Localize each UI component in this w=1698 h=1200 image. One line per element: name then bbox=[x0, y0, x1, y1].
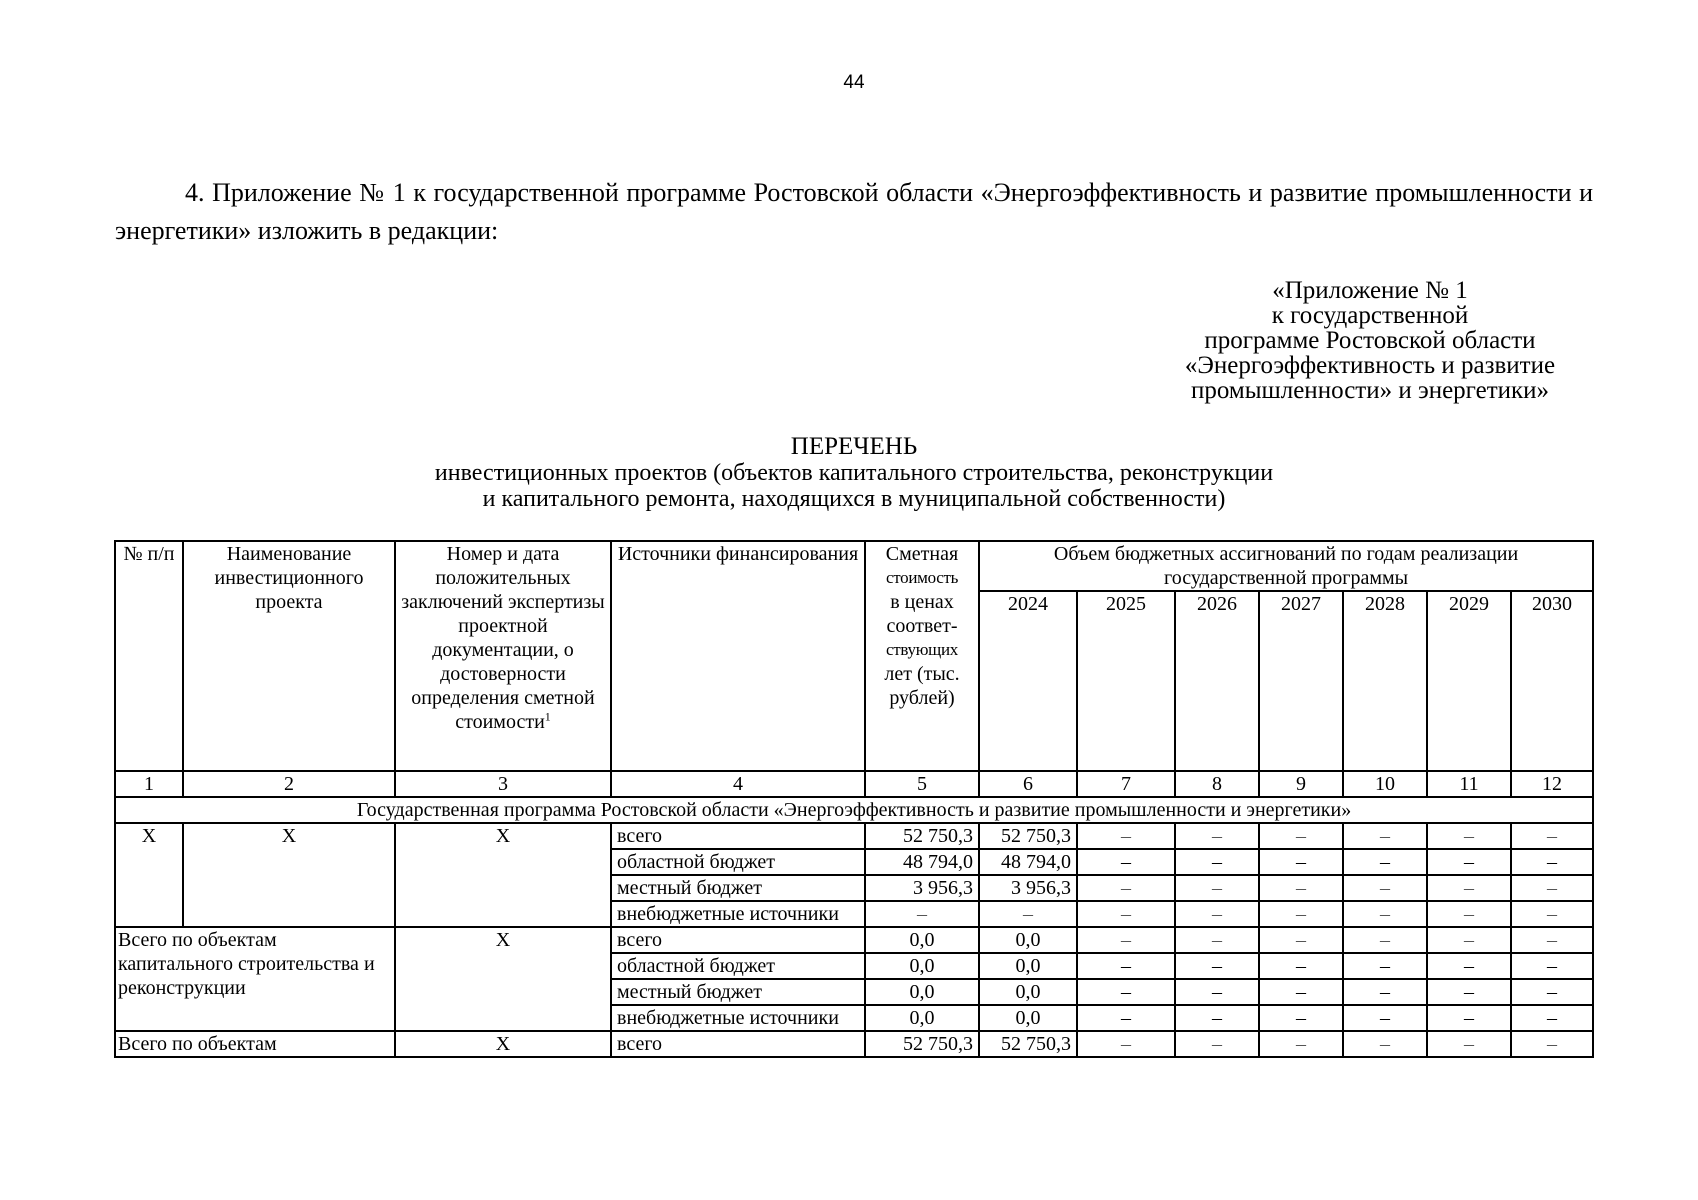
cell-dash: – bbox=[1175, 849, 1259, 875]
table-row bbox=[115, 1031, 1593, 1057]
investment-projects-table bbox=[114, 540, 1594, 1058]
cell-source: областной бюджет bbox=[611, 849, 865, 875]
footnote-mark: 1 bbox=[544, 709, 551, 724]
header-cost-line: стоимость bbox=[885, 568, 959, 587]
cell-dash: – bbox=[1175, 901, 1259, 927]
header-year: 2025 bbox=[1077, 591, 1175, 771]
cell-dash: – bbox=[1511, 875, 1593, 901]
appendix-reference bbox=[1130, 278, 1610, 403]
cell-dash: – bbox=[1343, 849, 1427, 875]
list-subtitle-line: и капитального ремонта, находящихся в муниципальной собственности) bbox=[482, 486, 1226, 512]
cell-source: внебюджетные источники bbox=[611, 1005, 865, 1031]
header-cost-line: Сметная bbox=[885, 543, 959, 565]
cell-dash: – bbox=[1077, 1005, 1175, 1031]
cell-dash: – bbox=[1427, 1005, 1511, 1031]
cell-dash: – bbox=[1343, 1005, 1427, 1031]
header-budget: Объем бюджетных ассигнований по годам реализации государственной программы bbox=[979, 541, 1593, 591]
cell-dash: – bbox=[1427, 875, 1511, 901]
column-number: 5 bbox=[865, 771, 979, 797]
table-row bbox=[115, 927, 1593, 953]
cell-dash: – bbox=[1343, 979, 1427, 1005]
cell-x: Х bbox=[115, 823, 183, 927]
cell-dash: – bbox=[1343, 901, 1427, 927]
cell-cost: 0,0 bbox=[865, 1005, 979, 1031]
cell-source: местный бюджет bbox=[611, 979, 865, 1005]
cell-dash: – bbox=[1259, 823, 1343, 849]
cell-dash: – bbox=[1259, 979, 1343, 1005]
intro-paragraph bbox=[115, 174, 1593, 250]
cell-dash: – bbox=[1175, 927, 1259, 953]
cell-dash: – bbox=[1175, 953, 1259, 979]
cell-2024: 0,0 bbox=[979, 953, 1077, 979]
cell-dash: – bbox=[1511, 1031, 1593, 1057]
cell-dash: – bbox=[1077, 927, 1175, 953]
cell-dash: – bbox=[1343, 953, 1427, 979]
cell-cost: 3 956,3 bbox=[865, 875, 979, 901]
list-heading: ПЕРЕЧЕНЬ bbox=[790, 433, 918, 460]
cell-dash: – bbox=[1259, 953, 1343, 979]
cell-source: всего bbox=[611, 1031, 865, 1057]
column-numbers-row bbox=[115, 771, 1593, 797]
cell-source: всего bbox=[611, 927, 865, 953]
cell-cost: 0,0 bbox=[865, 953, 979, 979]
cell-dash: – bbox=[1427, 823, 1511, 849]
header-year: 2026 bbox=[1175, 591, 1259, 771]
cell-dash: – bbox=[1427, 849, 1511, 875]
header-sources: Источники финансирования bbox=[611, 541, 865, 771]
cell-cost: 48 794,0 bbox=[865, 849, 979, 875]
column-number: 9 bbox=[1259, 771, 1343, 797]
cell-source: областной бюджет bbox=[611, 953, 865, 979]
cell-dash: – bbox=[1259, 901, 1343, 927]
appendix-line: «Энергоэффективность и развитие bbox=[1184, 352, 1556, 379]
cell-dash: – bbox=[1077, 901, 1175, 927]
appendix-line: «Приложение № 1 bbox=[1272, 277, 1468, 304]
cell-dash: – bbox=[1077, 875, 1175, 901]
cell-dash: – bbox=[1343, 823, 1427, 849]
cell-dash: – bbox=[1175, 979, 1259, 1005]
cell-2024: 3 956,3 bbox=[979, 875, 1077, 901]
cell-x: Х bbox=[395, 927, 611, 1031]
table-row bbox=[115, 823, 1593, 849]
cell-2024: 52 750,3 bbox=[979, 1031, 1077, 1057]
cell-2024: – bbox=[979, 901, 1077, 927]
cell-dash: – bbox=[1511, 953, 1593, 979]
header-year: 2029 bbox=[1427, 591, 1511, 771]
intro-text: 4. Приложение № 1 к государственной программе Ростовской области «Энергоэффективность и развитие промышленности и энергетики» изложить в редакции: bbox=[115, 178, 1593, 245]
cell-dash: – bbox=[1511, 927, 1593, 953]
cell-dash: – bbox=[1427, 901, 1511, 927]
cell-dash: – bbox=[1077, 979, 1175, 1005]
column-number: 4 bbox=[611, 771, 865, 797]
cell-x: Х bbox=[183, 823, 395, 927]
cell-dash: – bbox=[1077, 849, 1175, 875]
column-number: 11 bbox=[1427, 771, 1511, 797]
appendix-line: программе Ростовской области bbox=[1204, 327, 1536, 354]
column-number: 3 bbox=[395, 771, 611, 797]
header-year: 2024 bbox=[979, 591, 1077, 771]
header-cost bbox=[865, 541, 979, 771]
column-number: 7 bbox=[1077, 771, 1175, 797]
appendix-line: промышленности» и энергетики» bbox=[1190, 377, 1550, 404]
cell-dash: – bbox=[1511, 901, 1593, 927]
list-subtitle-line: инвестиционных проектов (объектов капитального строительства, реконструкции bbox=[434, 460, 1274, 486]
cell-cost: – bbox=[865, 901, 979, 927]
cell-dash: – bbox=[1259, 849, 1343, 875]
cell-dash: – bbox=[1511, 979, 1593, 1005]
cell-x: Х bbox=[395, 1031, 611, 1057]
program-row bbox=[115, 797, 1593, 823]
cell-dash: – bbox=[1427, 979, 1511, 1005]
cell-2024: 0,0 bbox=[979, 1005, 1077, 1031]
cell-dash: – bbox=[1427, 927, 1511, 953]
header-name: Наименование инвестиционного проекта bbox=[183, 541, 395, 771]
cell-2024: 0,0 bbox=[979, 927, 1077, 953]
header-cost-line: ствующих bbox=[886, 640, 958, 659]
header-conclusion-text: Номер и дата положительных заключений экспертизы проектной документации, о достоверности определения сметной стоимости bbox=[401, 543, 605, 733]
appendix-line: к государственной bbox=[1271, 302, 1469, 329]
header-conclusion bbox=[395, 541, 611, 771]
cell-dash: – bbox=[1343, 875, 1427, 901]
cell-dash: – bbox=[1427, 953, 1511, 979]
cell-source: внебюджетные источники bbox=[611, 901, 865, 927]
cell-cost: 52 750,3 bbox=[865, 1031, 979, 1057]
cell-block-label: Всего по объектам bbox=[115, 1031, 395, 1057]
list-title bbox=[0, 434, 1698, 512]
column-number: 8 bbox=[1175, 771, 1259, 797]
cell-dash: – bbox=[1175, 1031, 1259, 1057]
cell-2024: 52 750,3 bbox=[979, 823, 1077, 849]
header-num: № п/п bbox=[115, 541, 183, 771]
cell-dash: – bbox=[1259, 927, 1343, 953]
cell-dash: – bbox=[1511, 1005, 1593, 1031]
header-cost-line: лет (тыс. рублей) bbox=[884, 663, 960, 709]
header-year: 2027 bbox=[1259, 591, 1343, 771]
header-year: 2030 bbox=[1511, 591, 1593, 771]
cell-dash: – bbox=[1259, 1005, 1343, 1031]
column-number: 12 bbox=[1511, 771, 1593, 797]
column-number: 10 bbox=[1343, 771, 1427, 797]
cell-dash: – bbox=[1259, 1031, 1343, 1057]
column-number: 1 bbox=[115, 771, 183, 797]
column-number: 2 bbox=[183, 771, 395, 797]
program-name: Государственная программа Ростовской области «Энергоэффективность и развитие промышленности и энергетики» bbox=[115, 797, 1593, 823]
cell-dash: – bbox=[1175, 1005, 1259, 1031]
cell-cost: 0,0 bbox=[865, 979, 979, 1005]
cell-dash: – bbox=[1175, 875, 1259, 901]
header-year: 2028 bbox=[1343, 591, 1427, 771]
cell-dash: – bbox=[1343, 1031, 1427, 1057]
cell-2024: 48 794,0 bbox=[979, 849, 1077, 875]
cell-dash: – bbox=[1511, 849, 1593, 875]
cell-2024: 0,0 bbox=[979, 979, 1077, 1005]
cell-dash: – bbox=[1077, 953, 1175, 979]
cell-cost: 52 750,3 bbox=[865, 823, 979, 849]
page-number: 44 bbox=[843, 72, 865, 93]
cell-source: местный бюджет bbox=[611, 875, 865, 901]
cell-cost: 0,0 bbox=[865, 927, 979, 953]
cell-source: всего bbox=[611, 823, 865, 849]
cell-dash: – bbox=[1175, 823, 1259, 849]
cell-dash: – bbox=[1077, 1031, 1175, 1057]
cell-dash: – bbox=[1511, 823, 1593, 849]
cell-dash: – bbox=[1343, 927, 1427, 953]
column-number: 6 bbox=[979, 771, 1077, 797]
cell-dash: – bbox=[1427, 1031, 1511, 1057]
header-cost-line: в ценах соответ- bbox=[886, 591, 958, 637]
cell-x: Х bbox=[395, 823, 611, 927]
cell-dash: – bbox=[1077, 823, 1175, 849]
cell-dash: – bbox=[1259, 875, 1343, 901]
table-header-row bbox=[115, 541, 1593, 591]
cell-block-label: Всего по объектам капитального строительства и реконструкции bbox=[115, 927, 395, 1031]
